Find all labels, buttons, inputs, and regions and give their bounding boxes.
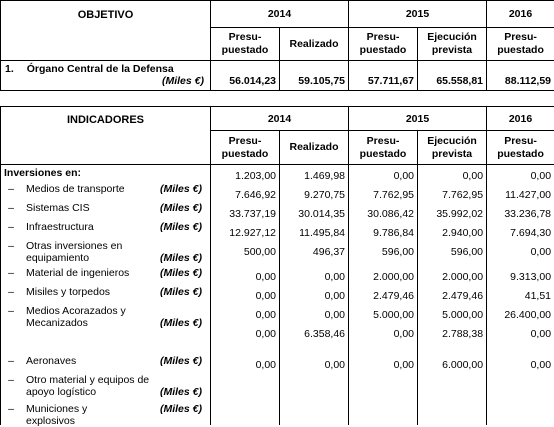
indicator-value: 496,37 (312, 246, 346, 258)
ind-subheader-realizado-2014: Realizado (280, 131, 349, 165)
indicator-units: (Miles €) (159, 202, 202, 214)
dash-bullet: – (8, 286, 14, 298)
indicator-value: 2.479,46 (373, 290, 415, 302)
indicator-value: 7.762,95 (442, 189, 484, 201)
indicadores-table (0, 106, 554, 425)
indicator-label: Medios Acorazados y Mecanizados (26, 305, 126, 329)
dash-bullet: – (8, 221, 14, 233)
indicator-value: 2.940,00 (442, 227, 484, 239)
indicator-value: 5.000,00 (373, 309, 415, 321)
indicator-units: (Miles €) (159, 355, 202, 367)
values-column-2014-realizado (280, 165, 348, 423)
indicator-units: (Miles €) (159, 183, 202, 195)
section-title: Inversiones en: (4, 167, 82, 179)
indicator-value: 0,00 (324, 309, 346, 321)
dash-bullet: – (8, 202, 14, 214)
indicator-value: 596,00 (450, 246, 484, 258)
ind-year-2015-header: 2015 (349, 107, 487, 131)
indicator-value: 500,00 (243, 246, 276, 258)
indicator-value: 11.495,84 (299, 227, 346, 239)
year-2015-header: 2015 (349, 1, 487, 28)
dash-bullet: – (8, 267, 14, 279)
indicator-value: 26.400,00 (504, 309, 552, 321)
subheader-presupuestado-2014: Presu- puestado (211, 28, 280, 61)
subheader-ejecucion-2015: Ejecución prevista (418, 28, 487, 61)
indicator-value: 41,51 (524, 290, 552, 302)
objetivo-units: (Miles €) (161, 75, 204, 87)
indicator-units: (Miles €) (159, 403, 202, 415)
indicator-value: 30.086,42 (367, 208, 415, 220)
subheader-presupuestado-2016: Presu- puestado (487, 28, 554, 61)
indicator-value: 0,00 (324, 359, 346, 371)
indicator-value: 6.358,46 (304, 328, 346, 340)
indicator-value: 7.762,95 (373, 189, 415, 201)
indicator-value: 0,00 (255, 309, 276, 321)
indicator-value: 2.000,00 (373, 271, 415, 283)
ind-subheader-presupuestado-2014: Presu- puestado (211, 131, 280, 165)
dash-bullet: – (8, 403, 14, 415)
indicator-value: 0,00 (393, 359, 415, 371)
objetivo-table (0, 0, 554, 91)
ind-year-2014-header: 2014 (211, 107, 349, 131)
indicator-value: 0,00 (393, 170, 415, 182)
objetivo-value-4: 88.112,59 (487, 61, 554, 91)
indicator-value: 9.786,84 (373, 227, 415, 239)
indicator-value: 0,00 (530, 170, 552, 182)
values-column-2014-presupuestado (211, 165, 279, 423)
indicator-value: 33.236,78 (504, 208, 552, 220)
indicator-units: (Miles €) (159, 386, 202, 398)
dash-bullet: – (8, 240, 14, 252)
indicator-label: Medios de transporte (26, 183, 125, 195)
dash-bullet: – (8, 305, 14, 317)
indicator-value: 6.000,00 (442, 359, 484, 371)
indicator-value: 0,00 (255, 359, 276, 371)
indicator-units: (Miles €) (159, 286, 202, 298)
indicator-units: (Miles €) (159, 252, 202, 264)
ind-year-2016-header: 2016 (487, 107, 554, 131)
year-2014-header: 2014 (211, 1, 349, 28)
ind-subheader-presupuestado-2015: Presu- puestado (349, 131, 418, 165)
indicator-value: 33.737,19 (229, 208, 276, 220)
indicator-units: (Miles €) (159, 317, 202, 329)
indicator-value: 1.203,00 (235, 170, 276, 182)
objetivo-value-2: 57.711,67 (349, 61, 418, 91)
indicator-value: 2.788,38 (442, 328, 484, 340)
indicator-label: Aeronaves (26, 355, 77, 367)
objetivo-value-0: 56.014,23 (211, 61, 280, 91)
indicator-value: 0,00 (530, 359, 552, 371)
objetivo-header: OBJETIVO (1, 1, 211, 61)
indicadores-header: INDICADORES (1, 107, 211, 165)
indicator-value: 12.927,12 (229, 227, 276, 239)
values-column-2015-ejecucion (418, 165, 486, 423)
indicator-value: 7.694,30 (510, 227, 552, 239)
indicator-value: 9.313,00 (510, 271, 552, 283)
objetivo-name: Órgano Central de la Defensa (26, 63, 174, 75)
indicator-value: 7.646,92 (235, 189, 276, 201)
indicator-value: 0,00 (324, 290, 346, 302)
dash-bullet: – (8, 374, 14, 386)
indicator-value: 0,00 (393, 328, 415, 340)
indicator-labels-column (1, 165, 211, 425)
indicator-value: 1.469,98 (304, 170, 346, 182)
values-column-2016-presupuestado (487, 165, 554, 423)
subheader-realizado-2014: Realizado (280, 28, 349, 61)
indicator-value: 0,00 (255, 328, 276, 340)
indicator-value: 0,00 (530, 328, 552, 340)
indicator-value: 35.992,02 (436, 208, 484, 220)
indicator-value: 0,00 (462, 170, 484, 182)
subheader-presupuestado-2015: Presu- puestado (349, 28, 418, 61)
indicator-label: Sistemas CIS (26, 202, 90, 214)
indicator-value: 2.000,00 (442, 271, 484, 283)
indicator-units: (Miles €) (159, 267, 202, 279)
indicator-label: Misiles y torpedos (26, 286, 111, 298)
indicator-label: Otras inversiones en equipamiento (26, 240, 123, 264)
indicator-value: 9.270,75 (304, 189, 346, 201)
indicator-value: 596,00 (381, 246, 415, 258)
dash-bullet: – (8, 183, 14, 195)
indicator-value: 0,00 (324, 271, 346, 283)
ind-subheader-presupuestado-2016: Presu- puestado (487, 131, 554, 165)
indicator-value: 0,00 (530, 246, 552, 258)
objetivo-row-label (1, 61, 211, 91)
indicator-label: Municiones y explosivos (26, 403, 88, 427)
year-2016-header: 2016 (487, 1, 554, 28)
objetivo-value-1: 59.105,75 (280, 61, 349, 91)
indicator-value: 0,00 (255, 290, 276, 302)
indicator-value: 5.000,00 (442, 309, 484, 321)
indicator-value: 30.014,35 (298, 208, 346, 220)
indicator-label: Otro material y equipos de apoyo logístico (26, 374, 150, 398)
indicator-value: 0,00 (255, 271, 276, 283)
objetivo-value-3: 65.558,81 (418, 61, 487, 91)
indicator-value: 11.427,00 (505, 189, 552, 201)
values-column-2015-presupuestado (349, 165, 417, 423)
indicator-value: 2.479,46 (442, 290, 484, 302)
objetivo-number: 1. (5, 63, 14, 75)
dash-bullet: – (8, 355, 14, 367)
indicator-label: Infraestructura (26, 221, 94, 233)
indicator-label: Material de ingenieros (26, 267, 130, 279)
ind-subheader-ejecucion-2015: Ejecución prevista (418, 131, 487, 165)
indicator-units: (Miles €) (159, 221, 202, 233)
